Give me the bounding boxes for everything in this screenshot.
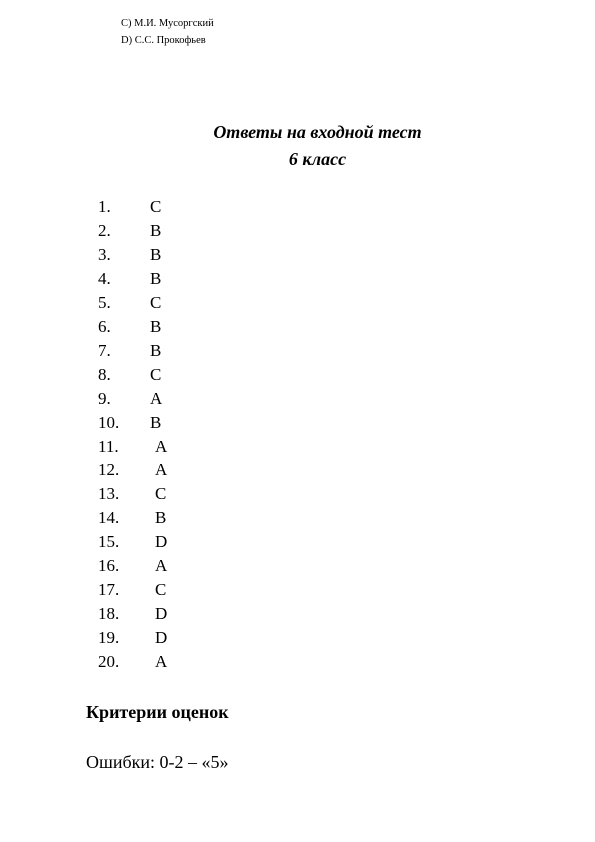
answer-row (98, 195, 167, 219)
answer-row (98, 530, 167, 554)
answer-row (98, 291, 167, 315)
answer-row (98, 315, 167, 339)
answer-letter: D (155, 604, 168, 624)
answer-row (98, 435, 167, 459)
answer-letter: B (155, 508, 167, 528)
answer-number: 12. (98, 460, 120, 480)
answer-row (98, 411, 167, 435)
answer-row (98, 458, 167, 482)
answer-letter: B (150, 316, 162, 336)
answer-number: 3. (98, 244, 111, 264)
answer-row (98, 578, 167, 602)
answer-row (98, 602, 167, 626)
answer-number: 14. (98, 508, 120, 528)
answer-letter: A (150, 388, 163, 408)
answer-row (98, 482, 167, 506)
answer-row (98, 243, 167, 267)
answer-row (98, 554, 167, 578)
grading-criterion: Ошибки: 0-2 – «5» (86, 752, 229, 772)
answer-row (98, 506, 167, 530)
answer-number: 17. (98, 580, 120, 600)
answer-number: 7. (98, 340, 111, 360)
answer-letter: A (155, 460, 168, 480)
answer-row (98, 267, 167, 291)
answer-number: 11. (98, 436, 119, 456)
answer-letter: B (150, 340, 162, 360)
answer-letter: C (155, 484, 167, 504)
answer-letter: C (155, 580, 167, 600)
previous-question-options (121, 15, 214, 49)
criteria-heading: Критерии оценок (86, 702, 229, 722)
answer-number: 5. (98, 292, 111, 312)
option-c: C) М.И. Мусоргский (121, 18, 214, 29)
answer-number: 6. (98, 316, 111, 336)
answer-number: 18. (98, 604, 120, 624)
answer-number: 1. (98, 197, 111, 216)
title-line-1: Ответы на входной тест (213, 122, 422, 142)
answer-letter: C (150, 364, 162, 384)
title-line-2: 6 класс (288, 149, 347, 169)
answer-letter: A (155, 556, 168, 576)
answer-letter: C (150, 292, 162, 312)
answer-letter: B (150, 268, 162, 288)
answer-letter: B (150, 220, 162, 240)
answer-row (98, 363, 167, 387)
answer-letter: D (155, 628, 168, 648)
answer-number: 8. (98, 364, 111, 384)
answer-number: 10. (98, 412, 120, 432)
answer-number: 20. (98, 652, 120, 672)
answer-number: 9. (98, 388, 111, 408)
answer-row (98, 387, 167, 411)
option-d: D) С.С. Прокофьев (121, 35, 206, 46)
answer-row (98, 650, 167, 674)
answer-number: 19. (98, 628, 120, 648)
answer-letter: A (155, 652, 168, 672)
answer-row (98, 626, 167, 650)
answer-number: 2. (98, 220, 111, 240)
answer-number: 13. (98, 484, 120, 504)
answer-letter: B (150, 412, 162, 432)
answer-letter: A (155, 436, 168, 456)
answer-number: 15. (98, 532, 120, 552)
answer-number: 4. (98, 268, 111, 288)
answer-letter: D (155, 532, 168, 552)
answer-list (98, 195, 167, 674)
answer-letter: B (150, 244, 162, 264)
answer-number: 16. (98, 556, 120, 576)
answer-row (98, 219, 167, 243)
page-title (0, 119, 595, 173)
answer-letter: C (150, 197, 162, 216)
answer-row (98, 339, 167, 363)
